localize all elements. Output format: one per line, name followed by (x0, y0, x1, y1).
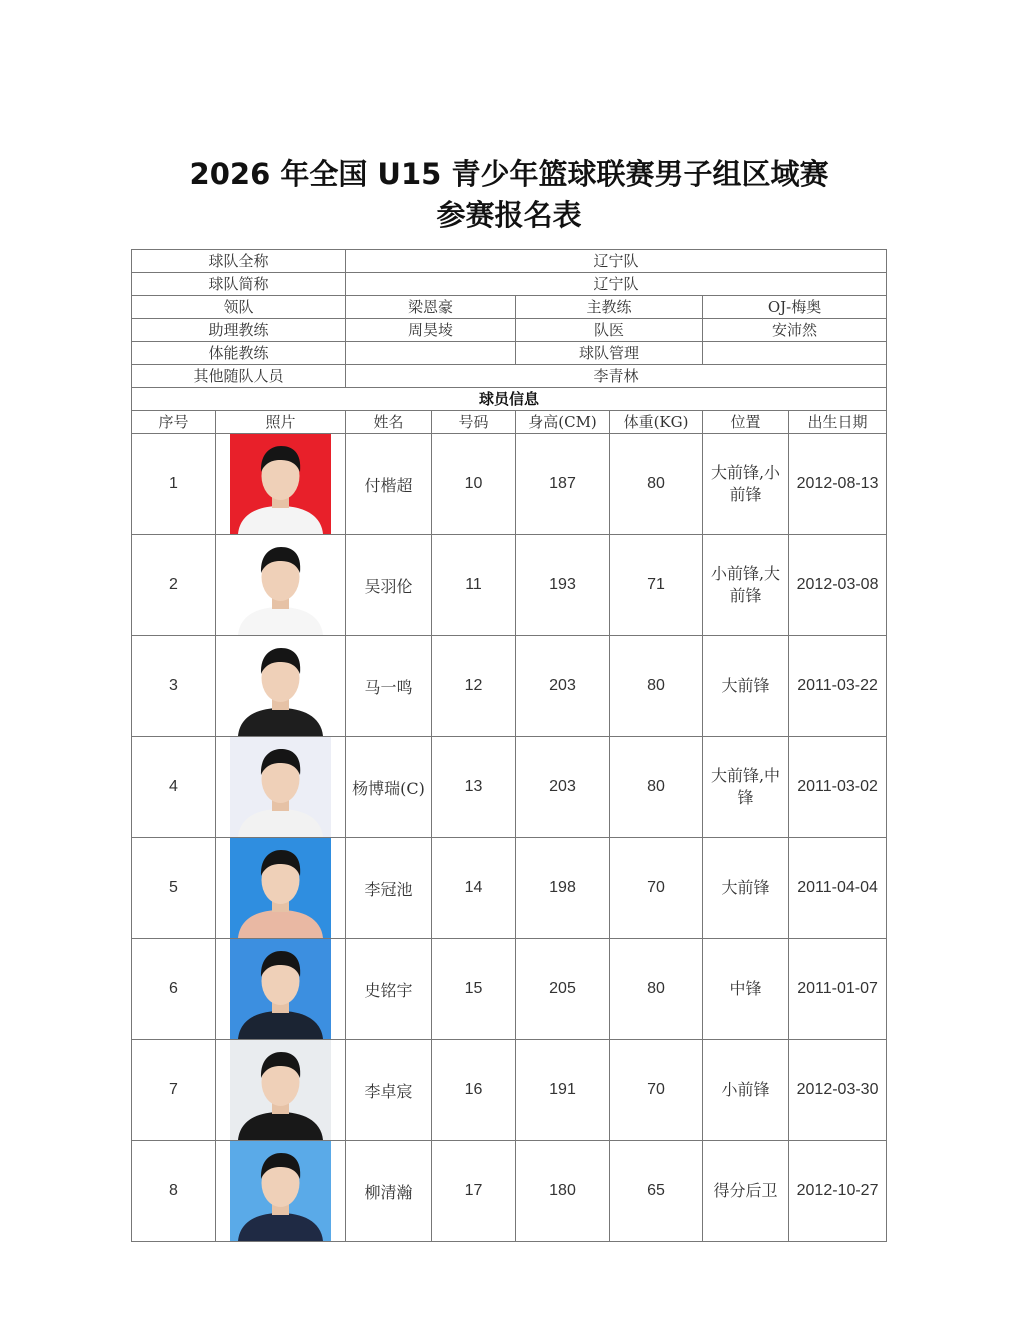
player-photo (216, 636, 346, 737)
player-weight: 70 (610, 838, 703, 939)
other-staff-name: 李青林 (346, 365, 887, 388)
assistant-coach-name: 周昊堎 (346, 319, 516, 342)
other-staff-row (132, 365, 887, 388)
player-weight: 71 (610, 535, 703, 636)
team-full-name-row (132, 250, 887, 273)
player-number: 12 (432, 636, 516, 737)
player-position: 大前锋 (703, 636, 789, 737)
player-photo (216, 1141, 346, 1242)
player-height: 193 (516, 535, 610, 636)
player-no: 6 (132, 939, 216, 1040)
leader-name: 梁恩豪 (346, 296, 516, 319)
label-fitness-coach: 体能教练 (132, 342, 346, 365)
players-table-body (132, 434, 887, 1242)
player-birth: 2011-01-07 (789, 939, 887, 1040)
player-height: 187 (516, 434, 610, 535)
player-photo (216, 939, 346, 1040)
player-name: 付楷超 (346, 434, 432, 535)
player-position: 得分后卫 (703, 1141, 789, 1242)
player-photo (216, 838, 346, 939)
player-height: 205 (516, 939, 610, 1040)
label-leader: 领队 (132, 296, 346, 319)
player-birth: 2012-08-13 (789, 434, 887, 535)
player-number: 13 (432, 737, 516, 838)
player-birth: 2011-04-04 (789, 838, 887, 939)
col-header-photo: 照片 (216, 411, 346, 434)
player-weight: 80 (610, 939, 703, 1040)
player-position: 大前锋 (703, 838, 789, 939)
player-weight: 80 (610, 737, 703, 838)
player-number: 17 (432, 1141, 516, 1242)
player-birth: 2011-03-02 (789, 737, 887, 838)
col-header-position: 位置 (703, 411, 789, 434)
player-row (132, 535, 887, 636)
player-portrait-image (230, 838, 331, 938)
player-portrait-image (230, 1141, 331, 1241)
leader-row (132, 296, 887, 319)
doctor-name: 安沛然 (703, 319, 887, 342)
player-name: 杨博瑞(C) (346, 737, 432, 838)
player-weight: 80 (610, 434, 703, 535)
label-assistant-coach: 助理教练 (132, 319, 346, 342)
player-name: 吴羽伦 (346, 535, 432, 636)
player-height: 198 (516, 838, 610, 939)
player-portrait-image (230, 939, 331, 1039)
player-position: 大前锋,小前锋 (703, 434, 789, 535)
player-no: 2 (132, 535, 216, 636)
player-row (132, 636, 887, 737)
fitness-row (132, 342, 887, 365)
player-row (132, 1141, 887, 1242)
player-weight: 70 (610, 1040, 703, 1141)
player-photo (216, 434, 346, 535)
player-portrait-image (230, 1040, 331, 1140)
team-full-name: 辽宁队 (346, 250, 887, 273)
player-number: 15 (432, 939, 516, 1040)
player-no: 7 (132, 1040, 216, 1141)
player-photo (216, 1040, 346, 1141)
player-row (132, 434, 887, 535)
label-head-coach: 主教练 (516, 296, 703, 319)
player-weight: 65 (610, 1141, 703, 1242)
player-no: 4 (132, 737, 216, 838)
player-position: 小前锋 (703, 1040, 789, 1141)
player-name: 柳清瀚 (346, 1141, 432, 1242)
col-header-weight: 体重(KG) (610, 411, 703, 434)
col-header-name: 姓名 (346, 411, 432, 434)
player-height: 180 (516, 1141, 610, 1242)
player-weight: 80 (610, 636, 703, 737)
assistant-row (132, 319, 887, 342)
player-no: 8 (132, 1141, 216, 1242)
col-header-birth: 出生日期 (789, 411, 887, 434)
player-number: 14 (432, 838, 516, 939)
col-header-height: 身高(CM) (516, 411, 610, 434)
team-manager-name (703, 342, 887, 365)
player-birth: 2012-03-30 (789, 1040, 887, 1141)
players-section-row (132, 388, 887, 411)
form-title-line1: 2026 年全国 U15 青少年篮球联赛男子组区域赛 (189, 157, 829, 191)
player-number: 16 (432, 1040, 516, 1141)
player-position: 中锋 (703, 939, 789, 1040)
registration-table (131, 249, 887, 1242)
player-photo (216, 737, 346, 838)
player-row (132, 737, 887, 838)
player-height: 191 (516, 1040, 610, 1141)
player-row (132, 838, 887, 939)
player-name: 史铭宇 (346, 939, 432, 1040)
player-photo (216, 535, 346, 636)
player-name: 李冠池 (346, 838, 432, 939)
col-header-number: 号码 (432, 411, 516, 434)
player-number: 10 (432, 434, 516, 535)
team-short-name: 辽宁队 (346, 273, 887, 296)
player-position: 大前锋,中锋 (703, 737, 789, 838)
player-height: 203 (516, 636, 610, 737)
player-name: 马一鸣 (346, 636, 432, 737)
head-coach-name: OJ-梅奥 (703, 296, 887, 319)
player-position: 小前锋,大前锋 (703, 535, 789, 636)
team-short-name-row (132, 273, 887, 296)
player-portrait-image (230, 636, 331, 736)
player-row (132, 1040, 887, 1141)
player-no: 3 (132, 636, 216, 737)
label-team-full-name: 球队全称 (132, 250, 346, 273)
player-name: 李卓宸 (346, 1040, 432, 1141)
player-number: 11 (432, 535, 516, 636)
player-portrait-image (230, 737, 331, 837)
player-height: 203 (516, 737, 610, 838)
player-no: 5 (132, 838, 216, 939)
player-birth: 2011-03-22 (789, 636, 887, 737)
player-birth: 2012-10-27 (789, 1141, 887, 1242)
fitness-coach-name (346, 342, 516, 365)
label-other-staff: 其他随队人员 (132, 365, 346, 388)
player-portrait-image (230, 434, 331, 534)
col-header-no: 序号 (132, 411, 216, 434)
players-section-label: 球员信息 (132, 388, 887, 411)
player-portrait-image (230, 535, 331, 635)
player-no: 1 (132, 434, 216, 535)
player-row (132, 939, 887, 1040)
player-birth: 2012-03-08 (789, 535, 887, 636)
label-team-manager: 球队管理 (516, 342, 703, 365)
label-doctor: 队医 (516, 319, 703, 342)
label-team-short-name: 球队简称 (132, 273, 346, 296)
form-title-line2: 参赛报名表 (436, 198, 582, 232)
player-header-row (132, 411, 887, 434)
